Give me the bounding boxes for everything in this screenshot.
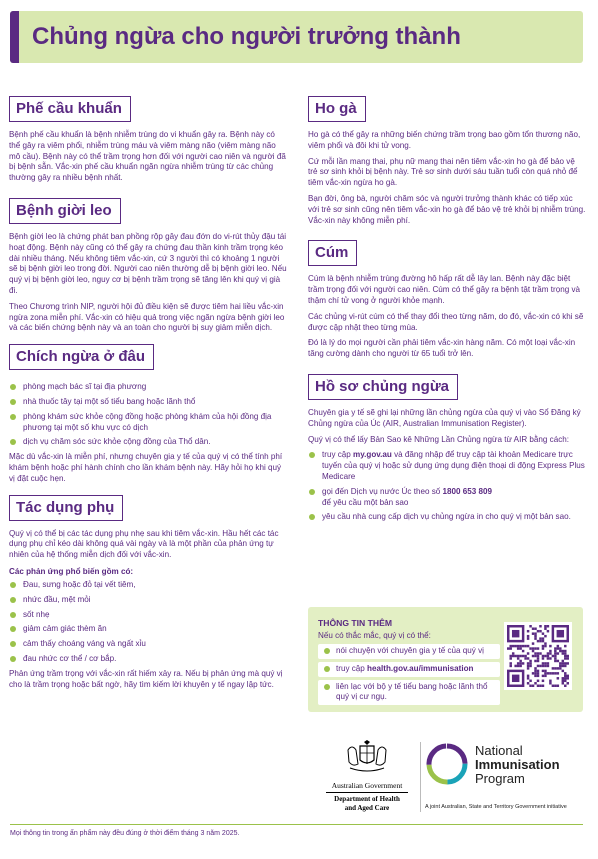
- qr-module: [532, 672, 534, 674]
- qr-module: [539, 652, 541, 654]
- qr-module: [519, 662, 521, 664]
- qr-module: [549, 672, 551, 674]
- qr-module: [542, 680, 544, 682]
- qr-module: [537, 652, 539, 654]
- qr-module: [514, 665, 516, 667]
- australian-government-logo: [322, 740, 412, 816]
- qr-module: [542, 637, 544, 639]
- section-title-where: Chích ngừa ở đâu: [9, 344, 154, 370]
- qr-module: [557, 647, 559, 649]
- list-item: phòng khám sức khỏe cộng đồng hoặc phòng khám của hội đồng địa phương tại một số khu vực có dịch: [9, 412, 288, 434]
- qr-module: [537, 660, 539, 662]
- bullet-icon: [309, 514, 315, 520]
- coat-of-arms-icon: [342, 740, 392, 774]
- records-text-1: Chuyên gia y tế sẽ ghi lại những lần chủng ngừa của quý vị vào Sổ Đăng ký Chủng ngừa của Úc (AIR, Australian Immunisation Register).: [308, 407, 581, 428]
- qr-module: [544, 670, 546, 672]
- qr-module: [542, 655, 544, 657]
- qr-module: [559, 647, 561, 649]
- qr-module: [519, 660, 521, 662]
- qr-module: [534, 635, 536, 637]
- qr-module: [534, 655, 536, 657]
- qr-module: [529, 625, 531, 627]
- qr-module: [564, 650, 566, 652]
- qr-module: [532, 647, 534, 649]
- qr-module: [524, 657, 526, 659]
- qr-module: [527, 652, 529, 654]
- qr-module: [552, 667, 554, 669]
- qr-module: [527, 645, 529, 647]
- list-item: giảm cảm giác thèm ăn: [9, 624, 288, 635]
- qr-module: [534, 647, 536, 649]
- qr-module: [544, 625, 546, 627]
- qr-module: [527, 662, 529, 664]
- qr-module: [517, 665, 519, 667]
- qr-module: [509, 665, 511, 667]
- qr-module: [557, 630, 564, 637]
- qr-module: [562, 650, 564, 652]
- qr-module: [537, 647, 539, 649]
- qr-module: [534, 682, 536, 684]
- qr-module: [564, 685, 566, 687]
- section-side-effects: [9, 495, 288, 691]
- info-title: THÔNG TIN THÊM: [318, 618, 392, 628]
- qr-module: [542, 670, 544, 672]
- qr-module: [534, 637, 536, 639]
- list-item: truy cập my.gov.au và đăng nhập để truy cập tài khoản Medicare trực tuyến của quý vị hoặc sử dụng ứng dụng điện thoại di động Express Plus Medicare: [308, 450, 586, 482]
- qr-module: [512, 652, 514, 654]
- qr-module: [549, 682, 551, 684]
- flu-text-1: Cúm là bệnh nhiễm trùng đường hô hấp rất dễ lây lan. Bệnh này đặc biệt trầm trọng đối với người cao niên. Cúm có thể gây ra bệnh tật trầm trọng và thậm chí tử vong ở người khỏe mạnh.: [308, 274, 581, 305]
- pneumococcal-text: Bệnh phế cầu khuẩn là bệnh nhiễm trùng do vi khuẩn gây ra. Bệnh này có thể gây ra viêm phổi, nhiễm trùng máu và viêm màng não (viêm màng não mô cầu). Bệnh này có thể trầm trọng hơn đối với người cao niên và người đã bị bệnh sẵn. Vắc-xin phế cầu khuẩn ngăn ngừa nhiễm trùng từ các chủng thường gây ra nhiều bệnh nhất.: [9, 130, 286, 183]
- right-column: [308, 96, 586, 527]
- qr-module: [564, 645, 566, 647]
- qr-module: [534, 670, 536, 672]
- qr-module: [524, 655, 526, 657]
- qr-module: [537, 640, 539, 642]
- qr-module: [517, 647, 519, 649]
- qr-module: [532, 655, 534, 657]
- qr-module: [517, 655, 519, 657]
- qr-module: [554, 655, 556, 657]
- qr-module: [532, 627, 534, 629]
- qr-module: [564, 677, 566, 679]
- qr-module: [534, 667, 536, 669]
- list-item: dịch vụ chăm sóc sức khỏe cộng đồng của Thổ dân.: [9, 437, 288, 448]
- pertussis-text-2: Cứ mỗi lần mang thai, phụ nữ mang thai nên tiêm vắc-xin ho gà để bảo vệ trẻ sơ sinh khỏi bị bệnh này. Trẻ sơ sinh dưới sáu tuần tuổi còn quá nhỏ để tiêm vắc-xin ngừa ho gà.: [308, 156, 578, 188]
- qr-module: [547, 672, 549, 674]
- qr-module: [519, 645, 521, 647]
- qr-module: [544, 665, 546, 667]
- qr-module: [549, 680, 551, 682]
- qr-module: [562, 662, 564, 664]
- section-title-shingles: Bệnh giời leo: [9, 198, 121, 224]
- qr-code-icon[interactable]: [504, 622, 572, 690]
- qr-module: [542, 632, 544, 634]
- qr-module: [507, 647, 509, 649]
- qr-module: [524, 645, 526, 647]
- qr-module: [509, 657, 511, 659]
- qr-module: [547, 625, 549, 627]
- qr-module: [537, 685, 539, 687]
- qr-module: [529, 647, 531, 649]
- qr-module: [567, 675, 569, 677]
- qr-module: [564, 657, 566, 659]
- section-flu: [308, 240, 586, 360]
- qr-module: [529, 685, 531, 687]
- qr-module: [512, 630, 519, 637]
- qr-module: [547, 657, 549, 659]
- qr-module: [522, 662, 524, 664]
- qr-module: [539, 640, 541, 642]
- info-list: [318, 644, 500, 705]
- bullet-icon: [309, 489, 315, 495]
- qr-module: [534, 675, 536, 677]
- where-list: [9, 382, 288, 448]
- side-effects-subheading: Các phản ứng phổ biến gồm có:: [9, 566, 134, 576]
- qr-module: [539, 630, 541, 632]
- qr-module: [537, 675, 539, 677]
- gov-divider: [326, 792, 408, 793]
- qr-module: [542, 662, 544, 664]
- qr-module: [559, 650, 561, 652]
- qr-module: [544, 655, 546, 657]
- qr-module: [519, 647, 521, 649]
- qr-module: [562, 682, 564, 684]
- list-item: yêu cầu nhà cung cấp dịch vụ chủng ngừa in cho quý vị một bản sao.: [308, 512, 586, 523]
- qr-module: [564, 655, 566, 657]
- section-title-pneumococcal: Phế cầu khuẩn: [9, 96, 131, 122]
- qr-module: [547, 630, 549, 632]
- qr-module: [522, 645, 524, 647]
- qr-module: [549, 645, 551, 647]
- qr-module: [534, 672, 536, 674]
- qr-module: [562, 677, 564, 679]
- qr-module: [564, 680, 566, 682]
- records-text-2: Quý vị có thể lấy Bản Sao kê Những Lần Chủng ngừa từ AIR bằng cách:: [308, 434, 570, 444]
- side-effects-text: Quý vị có thể bị các tác dụng phụ nhẹ sau khi tiêm vắc-xin. Hầu hết các tác dụng phụ chỉ kéo dài không quá vài ngày và là một phần của phản ứng tự nhiên của hệ thống miễn dịch đối với vắc-xin.: [9, 528, 279, 560]
- bullet-icon: [10, 641, 16, 647]
- qr-module: [542, 657, 544, 659]
- qr-module: [527, 677, 529, 679]
- bullet-icon: [10, 626, 16, 632]
- qr-module: [542, 665, 544, 667]
- side-effects-list: [9, 580, 288, 665]
- qr-module: [562, 670, 564, 672]
- qr-module: [557, 645, 559, 647]
- gov-department-line2: and Aged Care: [344, 804, 390, 812]
- qr-module: [544, 645, 546, 647]
- qr-module: [539, 685, 541, 687]
- page-title: Chủng ngừa cho người trưởng thành: [32, 23, 461, 50]
- qr-module: [537, 655, 539, 657]
- footer-divider: [10, 824, 583, 825]
- qr-module: [527, 667, 529, 669]
- qr-module: [527, 657, 529, 659]
- bullet-icon: [324, 666, 330, 672]
- qr-module: [542, 685, 544, 687]
- info-intro: Nếu có thắc mắc, quý vị có thể:: [318, 631, 431, 640]
- mygov-link[interactable]: my.gov.au: [353, 450, 392, 460]
- bullet-icon: [10, 582, 16, 588]
- qr-module: [554, 650, 556, 652]
- nip-ring-icon: [425, 742, 469, 786]
- qr-module: [557, 652, 559, 654]
- list-item: gọi đến Dịch vụ nước Úc theo số 1800 653 809 để yêu cầu một bản sao: [308, 487, 586, 509]
- list-item: phòng mạch bác sĩ tại địa phương: [9, 382, 288, 393]
- qr-module: [532, 650, 534, 652]
- qr-module: [562, 660, 564, 662]
- footer-note: Mọi thông tin trong ấn phẩm này đều đúng ở thời điểm tháng 3 năm 2025.: [10, 830, 240, 837]
- qr-module: [537, 657, 539, 659]
- list-item: truy cập health.gov.au/immunisation: [318, 662, 500, 677]
- qr-module: [514, 655, 516, 657]
- qr-module: [527, 637, 529, 639]
- qr-module: [529, 680, 531, 682]
- qr-module: [567, 662, 569, 664]
- qr-module: [532, 632, 534, 634]
- nip-logo: [425, 742, 590, 820]
- gov-department-line1: Department of Health: [334, 795, 400, 803]
- qr-module: [517, 657, 519, 659]
- qr-module: [552, 685, 554, 687]
- section-title-records: Hồ sơ chủng ngừa: [308, 374, 458, 400]
- qr-module: [567, 682, 569, 684]
- bullet-icon: [324, 684, 330, 690]
- qr-module: [564, 675, 566, 677]
- qr-module: [529, 662, 531, 664]
- qr-module: [564, 662, 566, 664]
- qr-module: [554, 652, 556, 654]
- health-gov-link[interactable]: health.gov.au/immunisation: [367, 663, 474, 673]
- qr-module: [544, 635, 546, 637]
- qr-module: [564, 652, 566, 654]
- qr-module: [554, 667, 556, 669]
- gov-name: Australian Government: [331, 781, 403, 790]
- qr-module: [509, 645, 511, 647]
- qr-module: [537, 672, 539, 674]
- bullet-icon: [10, 597, 16, 603]
- qr-module: [527, 635, 529, 637]
- list-item: sốt nhẹ: [9, 610, 288, 621]
- section-pneumococcal: [9, 96, 288, 184]
- list-item: nói chuyện với chuyên gia y tế của quý vị: [318, 644, 500, 659]
- qr-module: [532, 642, 534, 644]
- pertussis-text-1: Ho gà có thể gây ra những biến chứng trầm trọng bao gồm tổn thương não, viêm phổi và đôi khi tử vong.: [308, 130, 581, 150]
- list-item: đau nhức cơ thể / cơ bắp.: [9, 654, 288, 665]
- qr-module: [534, 632, 536, 634]
- qr-module: [542, 645, 544, 647]
- list-item: nhức đầu, mệt mỏi: [9, 595, 288, 606]
- qr-module: [564, 672, 566, 674]
- qr-module: [552, 672, 554, 674]
- qr-module: [559, 662, 561, 664]
- qr-module: [557, 685, 559, 687]
- nip-joint-initiative: A joint Australian, State and Territory Government initiative: [425, 804, 567, 810]
- qr-module: [554, 672, 556, 674]
- bullet-icon: [10, 384, 16, 390]
- qr-module: [544, 642, 546, 644]
- qr-module: [539, 637, 541, 639]
- bullet-icon: [10, 656, 16, 662]
- bullet-icon: [10, 439, 16, 445]
- qr-module: [537, 630, 539, 632]
- qr-module: [529, 665, 531, 667]
- qr-module: [537, 670, 539, 672]
- qr-module: [522, 655, 524, 657]
- qr-module: [547, 655, 549, 657]
- section-shingles: [9, 198, 288, 334]
- qr-module: [517, 662, 519, 664]
- qr-module: [562, 680, 564, 682]
- qr-module: [559, 667, 561, 669]
- qr-module: [517, 645, 519, 647]
- pertussis-text-3: Bạn đời, ông bà, người chăm sóc và người trưởng thành khác có tiếp xúc với trẻ sơ sinh cũng nên tiêm vắc-xin ho gà để bảo vệ trẻ khỏi bị nhiễm trùng. Vắc-xin này không miễn phí.: [308, 193, 586, 225]
- qr-module: [519, 655, 521, 657]
- qr-module: [544, 675, 546, 677]
- qr-module: [542, 640, 544, 642]
- section-title-flu: Cúm: [308, 240, 357, 266]
- section-title-side-effects: Tác dụng phụ: [9, 495, 123, 521]
- section-pertussis: [308, 96, 586, 226]
- qr-module: [512, 655, 514, 657]
- qr-module: [527, 665, 529, 667]
- qr-module: [552, 655, 554, 657]
- qr-module: [527, 630, 529, 632]
- logo-divider: [420, 742, 421, 812]
- list-item: cảm thấy choáng váng và ngất xỉu: [9, 639, 288, 650]
- qr-module: [557, 677, 559, 679]
- qr-module: [509, 655, 511, 657]
- list-item: liên lạc với bộ y tế tiểu bang hoặc lãnh thổ quý vị cư ngụ.: [318, 680, 500, 706]
- list-item: Đau, sưng hoặc đỏ tại vết tiêm,: [9, 580, 288, 591]
- qr-module: [557, 667, 559, 669]
- qr-module: [532, 685, 534, 687]
- qr-module: [514, 645, 516, 647]
- qr-module: [549, 657, 551, 659]
- footer-logos: [300, 740, 590, 820]
- shingles-text-1: Bệnh giời leo là chứng phát ban phồng rộp gây đau đớn do vi-rút thủy đậu tái hoạt động. Bệnh này cũng có thể gây ra chứng đau thần kinh trầm trọng kéo dài nhiều tháng. Nếu không tiêm vắc-xin, cứ 3 người thì có khoảng 1 người sẽ bị bệnh giời leo trong đời. Người cao niên thường dễ bị bệnh giời leo. Nếu quý vị bị bệnh giời leo, nguy cơ bị bệnh trầm trọng sẽ tăng lên khi quý vị già đi.: [9, 231, 287, 295]
- qr-module: [534, 652, 536, 654]
- list-item: nhà thuốc tây tại một số tiểu bang hoặc lãnh thổ: [9, 397, 288, 408]
- bullet-icon: [309, 452, 315, 458]
- left-column: [9, 96, 288, 695]
- bullet-icon: [10, 414, 16, 420]
- qr-module: [562, 652, 564, 654]
- qr-module: [544, 662, 546, 664]
- qr-module: [542, 675, 544, 677]
- qr-module: [554, 647, 556, 649]
- qr-module: [527, 675, 529, 677]
- qr-module: [529, 660, 531, 662]
- qr-code-graphic: [507, 625, 569, 687]
- nip-wordmark: National Immunisation Program: [475, 743, 560, 786]
- qr-module: [567, 655, 569, 657]
- qr-module: [547, 662, 549, 664]
- qr-module: [522, 650, 524, 652]
- shingles-text-2: Theo Chương trình NIP, người hội đủ điều kiện sẽ được tiêm hai liều vắc-xin ngừa zona miễn phí. Vắc-xin có hiệu quả trong việc ngăn ngừa bệnh giời leo và các biến chứng bệnh này và an toàn cho người bị suy giảm miễn dịch.: [9, 301, 285, 333]
- side-effects-warning: Phản ứng trầm trọng với vắc-xin rất hiếm xảy ra. Nếu bị phản ứng mà quý vị cho là trầm trọng hoặc bất ngờ, hãy tìm kiếm lời khuyên y tế ngay lập tức.: [9, 668, 283, 689]
- qr-module: [562, 665, 564, 667]
- qr-module: [549, 652, 551, 654]
- qr-module: [509, 662, 511, 664]
- qr-module: [512, 675, 519, 682]
- header-accent-bar: [10, 11, 19, 63]
- bullet-icon: [10, 612, 16, 618]
- qr-module: [549, 650, 551, 652]
- qr-module: [527, 682, 529, 684]
- qr-module: [542, 647, 544, 649]
- section-records: [308, 374, 586, 523]
- qr-module: [519, 665, 521, 667]
- qr-module: [564, 665, 566, 667]
- qr-module: [537, 680, 539, 682]
- qr-module: [509, 647, 511, 649]
- bullet-icon: [10, 399, 16, 405]
- qr-module: [547, 665, 549, 667]
- qr-module: [554, 685, 556, 687]
- qr-module: [544, 627, 546, 629]
- phone-number: 1800 653 809: [442, 486, 493, 496]
- records-list: [308, 450, 586, 523]
- where-text: Mặc dù vắc-xin là miễn phí, nhưng chuyên gia y tế của quý vị có thể tính phí khám bệnh hoặc phí hành chính cho lần khám bệnh này. Hãy hỏi họ khi quý vị đặt cuộc hẹn.: [9, 452, 283, 483]
- section-where: [9, 344, 288, 484]
- qr-module: [547, 652, 549, 654]
- qr-module: [539, 665, 541, 667]
- bullet-icon: [324, 648, 330, 654]
- qr-module: [559, 665, 561, 667]
- qr-module: [512, 645, 514, 647]
- page-header: [10, 11, 583, 63]
- flu-text-3: Đó là lý do mọi người cần phải tiêm vắc-xin hàng năm. Có một loại vắc-xin tăng cường dành cho người từ 65 tuổi trở lên.: [308, 338, 576, 359]
- qr-module: [534, 627, 536, 629]
- flu-text-2: Các chủng vi-rút cúm có thể thay đổi theo từng năm, do đó, vắc-xin có khi sẽ được cập nhật theo từng mùa.: [308, 311, 584, 332]
- qr-module: [544, 672, 546, 674]
- more-info-box: [308, 607, 583, 712]
- qr-module: [557, 660, 559, 662]
- qr-module: [554, 660, 556, 662]
- qr-module: [534, 660, 536, 662]
- qr-module: [557, 672, 559, 674]
- section-title-pertussis: Ho gà: [308, 96, 366, 122]
- qr-module: [539, 625, 541, 627]
- qr-module: [537, 665, 539, 667]
- qr-module: [554, 657, 556, 659]
- qr-module: [567, 677, 569, 679]
- qr-module: [567, 657, 569, 659]
